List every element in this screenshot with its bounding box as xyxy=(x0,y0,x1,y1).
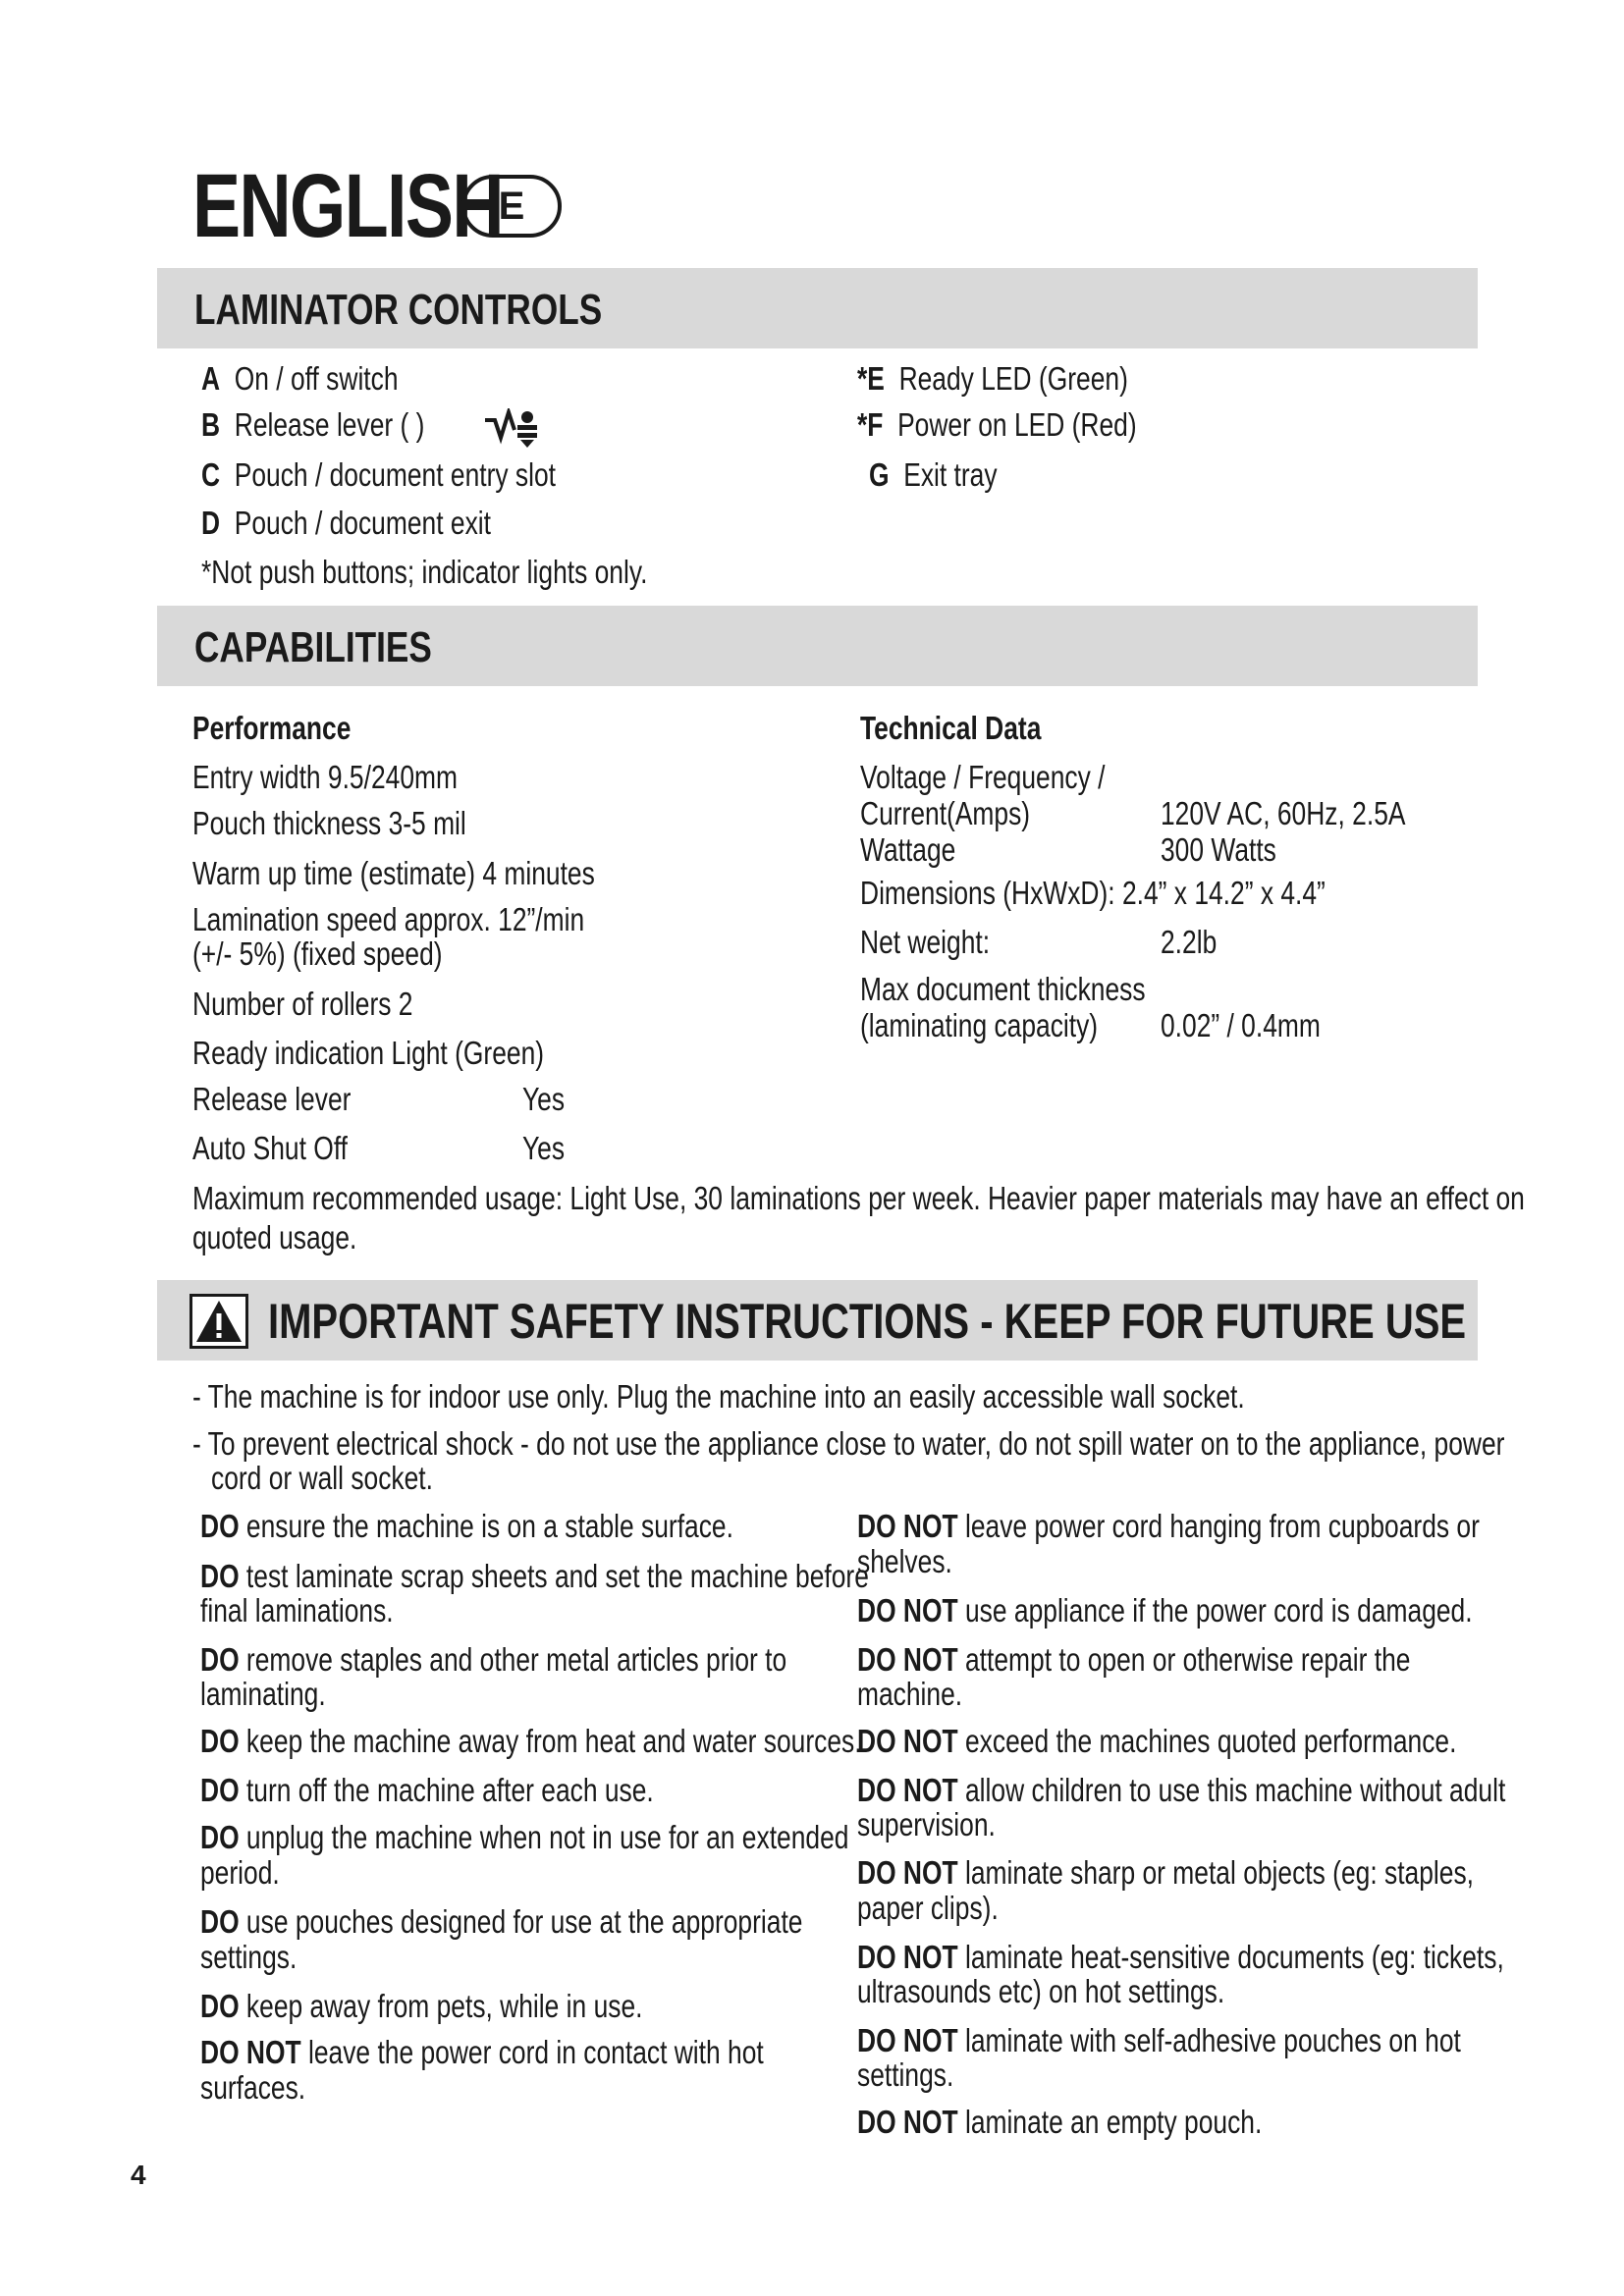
do-item: DO test laminate scrap sheets and set the machine before xyxy=(200,1558,869,1594)
usage-note: Maximum recommended usage: Light Use, 30 laminations per week. Heavier paper materials may have an effect on xyxy=(192,1180,1525,1216)
release-lever-label: Release lever xyxy=(192,1081,352,1117)
control-item-f: *F Power on LED (Red) xyxy=(857,406,1137,443)
do-not-item: DO NOT laminate with self-adhesive pouches on hot xyxy=(857,2022,1461,2058)
control-item-c: C Pouch / document entry slot xyxy=(201,456,556,493)
page-title: ENGLISH xyxy=(192,156,503,256)
max-thickness-value: 0.02” / 0.4mm xyxy=(1161,1007,1321,1043)
laminating-capacity-label: (laminating capacity) xyxy=(860,1007,1099,1043)
do-not-item-cont: surfaces. xyxy=(200,2069,306,2106)
max-thickness-label: Max document thickness xyxy=(860,971,1146,1007)
control-item-d: D Pouch / document exit xyxy=(201,505,491,541)
do-item: DO keep away from pets, while in use. xyxy=(200,1988,643,2024)
do-item-cont: period. xyxy=(200,1854,280,1891)
do-not-item-cont: supervision. xyxy=(857,1806,996,1842)
do-not-item-cont: machine. xyxy=(857,1676,963,1712)
do-not-item-cont: paper clips). xyxy=(857,1890,999,1926)
net-weight-label: Net weight: xyxy=(860,924,991,960)
voltage-label: Voltage / Frequency / xyxy=(860,759,1106,795)
auto-shut-off-label: Auto Shut Off xyxy=(192,1130,349,1166)
do-not-item: DO NOT leave the power cord in contact with hot xyxy=(200,2034,764,2070)
do-item: DO use pouches designed for use at the appropriate xyxy=(200,1903,803,1940)
do-item-cont: settings. xyxy=(200,1939,298,1975)
safety-bullet-shock-cont: cord or wall socket. xyxy=(211,1460,433,1496)
language-badge: E xyxy=(461,175,562,238)
do-not-item: DO NOT laminate an empty pouch. xyxy=(857,2104,1263,2140)
do-item-cont: laminating. xyxy=(200,1676,326,1712)
do-not-item-cont: shelves. xyxy=(857,1543,952,1579)
do-item: DO keep the machine away from heat and water sources. xyxy=(200,1723,862,1759)
auto-shut-off-value: Yes xyxy=(522,1130,566,1166)
usage-note-cont: quoted usage. xyxy=(192,1219,357,1255)
safety-bullet-shock: - To prevent electrical shock - do not use the appliance close to water, do not spill water on to the appliance, power xyxy=(192,1425,1505,1462)
control-item-e: *E Ready LED (Green) xyxy=(857,360,1128,397)
release-lever-icon xyxy=(481,408,542,448)
safety-bullet-indoor: - The machine is for indoor use only. Plug the machine into an easily accessible wall socket. xyxy=(192,1378,1245,1415)
do-item: DO remove staples and other metal articles prior to xyxy=(200,1641,787,1678)
do-not-item: DO NOT use appliance if the power cord is damaged. xyxy=(857,1592,1473,1629)
number-of-rollers: Number of rollers 2 xyxy=(192,986,413,1022)
wattage-value: 300 Watts xyxy=(1161,831,1276,868)
do-item: DO unplug the machine when not in use for an extended xyxy=(200,1819,849,1855)
net-weight-value: 2.2lb xyxy=(1161,924,1218,960)
performance-heading: Performance xyxy=(192,710,352,746)
voltage-value: 120V AC, 60Hz, 2.5A xyxy=(1161,795,1406,831)
do-not-item: DO NOT laminate heat-sensitive documents (eg: tickets, xyxy=(857,1939,1504,1975)
control-item-g: G Exit tray xyxy=(869,456,998,493)
control-item-a: A On / off switch xyxy=(201,360,399,397)
lamination-speed: Lamination speed approx. 12”/min xyxy=(192,901,585,937)
safety-section-header xyxy=(157,1280,1478,1361)
warning-icon xyxy=(189,1294,248,1349)
ready-indication: Ready indication Light (Green) xyxy=(192,1035,545,1071)
do-not-item-cont: ultrasounds etc) on hot settings. xyxy=(857,1973,1225,2009)
dimensions: Dimensions (HxWxD): 2.4” x 14.2” x 4.4” xyxy=(860,875,1326,911)
pouch-thickness: Pouch thickness 3-5 mil xyxy=(192,805,466,841)
controls-section-header xyxy=(157,268,1478,348)
control-item-b: B Release lever ( ) xyxy=(201,406,425,443)
capabilities-section-header xyxy=(157,606,1478,686)
do-not-item: DO NOT attempt to open or otherwise repair the xyxy=(857,1641,1411,1678)
capabilities-heading: CAPABILITIES xyxy=(194,623,432,671)
do-item: DO turn off the machine after each use. xyxy=(200,1772,654,1808)
controls-heading: LAMINATOR CONTROLS xyxy=(194,286,603,334)
warm-up-time: Warm up time (estimate) 4 minutes xyxy=(192,855,595,891)
release-lever-value: Yes xyxy=(522,1081,566,1117)
do-not-item: DO NOT leave power cord hanging from cupboards or xyxy=(857,1508,1480,1544)
entry-width: Entry width 9.5/240mm xyxy=(192,759,458,795)
technical-data-heading: Technical Data xyxy=(860,710,1042,746)
wattage-label: Wattage xyxy=(860,831,956,868)
do-not-item: DO NOT exceed the machines quoted performance. xyxy=(857,1723,1457,1759)
page-number: 4 xyxy=(131,2160,146,2190)
lamination-speed-detail: (+/- 5%) (fixed speed) xyxy=(192,935,443,972)
controls-note: *Not push buttons; indicator lights only. xyxy=(201,554,648,590)
do-not-item-cont: settings. xyxy=(857,2056,954,2093)
do-not-item: DO NOT laminate sharp or metal objects (eg: staples, xyxy=(857,1854,1474,1891)
current-label: Current(Amps) xyxy=(860,795,1031,831)
safety-heading: IMPORTANT SAFETY INSTRUCTIONS - KEEP FOR FUTURE USE xyxy=(268,1294,1467,1349)
do-item-cont: final laminations. xyxy=(200,1592,394,1629)
do-not-item: DO NOT allow children to use this machine without adult xyxy=(857,1772,1506,1808)
do-item: DO ensure the machine is on a stable surface. xyxy=(200,1508,733,1544)
